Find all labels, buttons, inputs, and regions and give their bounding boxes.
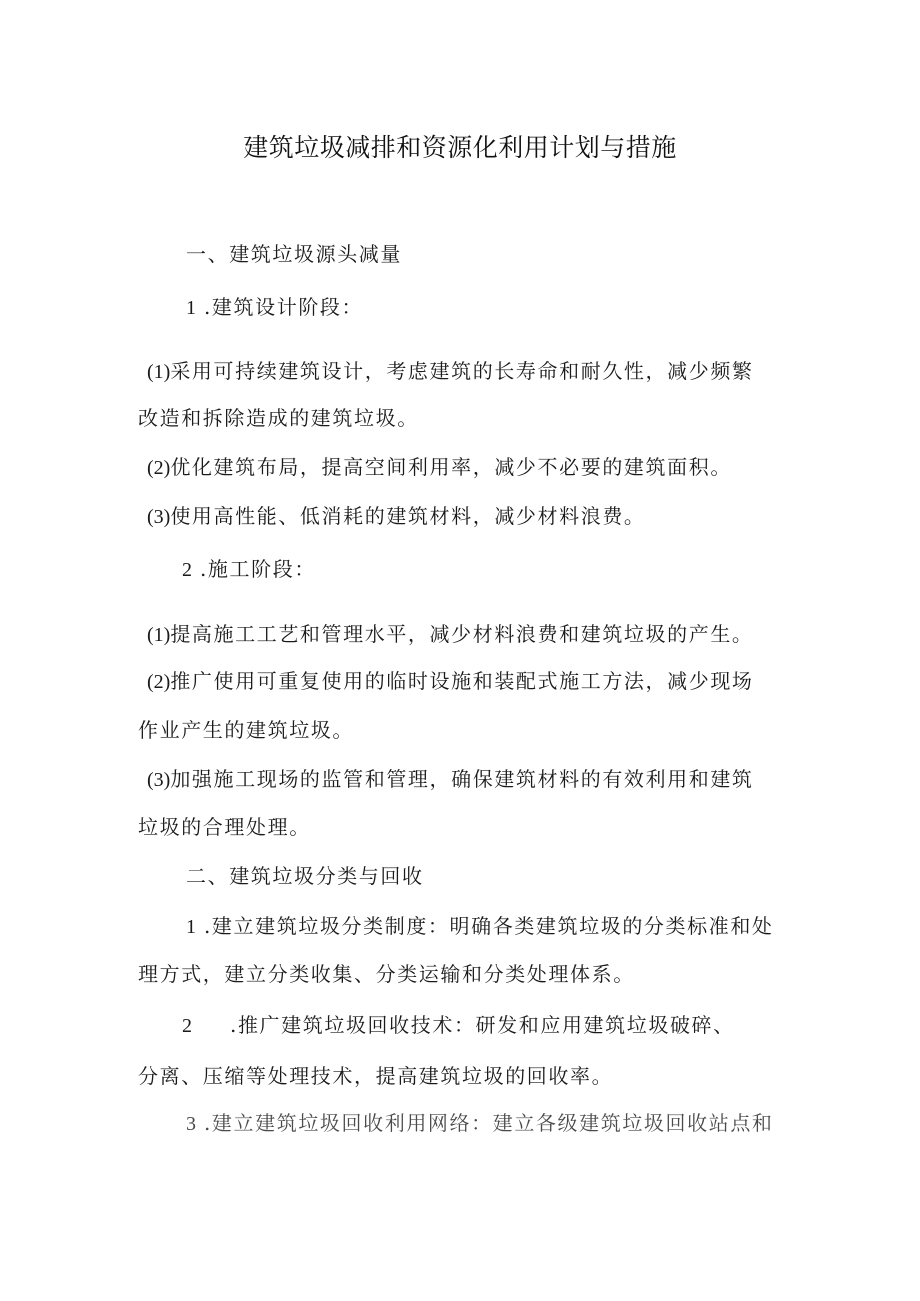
paragraph-text: .建立建筑垃圾回收利用网络：建立各级建筑垃圾回收站点和 xyxy=(203,1111,774,1135)
paragraph-text: .建立建筑垃圾分类制度：明确各类建筑垃圾的分类标准和处 xyxy=(203,914,774,938)
document-title: 建筑垃圾减排和资源化利用计划与措施 xyxy=(243,133,677,162)
item-text: 采用可持续建筑设计，考虑建筑的长寿命和耐久性，减少频繁 xyxy=(170,359,754,383)
paragraph-line xyxy=(182,1011,735,1040)
subsection-heading-construction xyxy=(182,555,316,584)
item-number: (1) xyxy=(147,624,171,646)
paragraph-line xyxy=(186,1109,774,1138)
item-number: (2) xyxy=(147,671,171,693)
subsection-label: .施工阶段： xyxy=(199,557,316,581)
subsection-number: 2 xyxy=(182,559,192,581)
paragraph-line xyxy=(147,453,732,482)
item-text: 提高施工工艺和管理水平，减少材料浪费和建筑垃圾的产生。 xyxy=(170,622,754,646)
paragraph-line xyxy=(147,502,646,531)
subsection-label: .建筑设计阶段： xyxy=(203,295,364,319)
item-text: 加强施工现场的监管和管理，确保建筑材料的有效利用和建筑 xyxy=(170,767,754,791)
paragraph-line: 改造和拆除造成的建筑垃圾。 xyxy=(138,406,419,430)
paragraph-line: 垃圾的合理处理。 xyxy=(138,815,311,839)
paragraph-text: .推广建筑垃圾回收技术：研发和应用建筑垃圾破碎、 xyxy=(230,1013,735,1037)
item-text: 优化建筑布局，提高空间利用率，减少不必要的建筑面积。 xyxy=(170,455,732,479)
paragraph-line xyxy=(147,620,754,649)
item-number: (2) xyxy=(147,457,171,479)
paragraph-line xyxy=(147,357,754,386)
paragraph-number: 1 xyxy=(186,916,196,938)
item-text: 推广使用可重复使用的临时设施和装配式施工方法，减少现场 xyxy=(170,669,754,693)
section-heading-1: 一、建筑垃圾源头减量 xyxy=(186,242,402,266)
paragraph-number: 3 xyxy=(186,1113,196,1135)
paragraph-line: 作业产生的建筑垃圾。 xyxy=(138,718,354,742)
paragraph-line xyxy=(186,912,774,941)
section-heading-2: 二、建筑垃圾分类与回收 xyxy=(186,864,424,888)
paragraph-line: 分离、压缩等处理技术，提高建筑垃圾的回收率。 xyxy=(138,1064,614,1088)
item-number: (1) xyxy=(147,361,171,383)
paragraph-number: 2 xyxy=(182,1015,192,1037)
item-number: (3) xyxy=(147,769,171,791)
subsection-heading-design xyxy=(186,293,363,322)
item-text: 使用高性能、低消耗的建筑材料，减少材料浪费。 xyxy=(170,504,646,528)
subsection-number: 1 xyxy=(186,297,196,319)
paragraph-line xyxy=(147,765,754,794)
paragraph-line xyxy=(147,667,754,696)
paragraph-line: 理方式，建立分类收集、分类运输和分类处理体系。 xyxy=(138,962,635,986)
item-number: (3) xyxy=(147,506,171,528)
